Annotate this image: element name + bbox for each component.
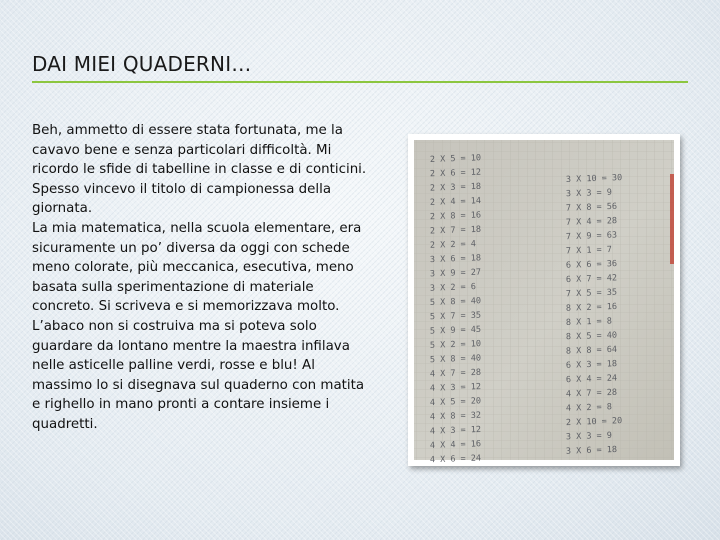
- body-line: Beh, ammetto di essere stata fortunata, me la: [32, 123, 343, 138]
- notebook-page-image: [408, 134, 680, 466]
- title-underline: [32, 81, 688, 83]
- red-margin-strip: [670, 174, 674, 264]
- notebook-line: 6 X 3 = 18: [565, 359, 618, 371]
- slide-title: DAI MIEI QUADERNI…: [32, 52, 252, 76]
- body-line: concreto. Si scriveva e si memorizzava molto.: [32, 299, 340, 315]
- body-line: quadretti.: [32, 416, 98, 432]
- body-line: e righello in mano pronti a contare insieme i: [32, 397, 330, 413]
- notebook-line: 4 X 7 = 28: [429, 367, 482, 380]
- notebook-line: 8 X 8 = 64: [565, 344, 618, 357]
- notebook-line: 2 X 10 = 20: [565, 416, 623, 429]
- body-line: Spesso vincevo il titolo di campionessa della: [32, 181, 332, 197]
- notebook-line: 5 X 2 = 10: [429, 339, 482, 351]
- notebook-line: 6 X 6 = 36: [565, 259, 618, 271]
- body-line: guardare da lontano mentre la maestra infilava: [32, 338, 350, 354]
- notebook-line: 7 X 5 = 35: [565, 287, 618, 300]
- notebook-line: 4 X 3 = 12: [429, 424, 482, 437]
- notebook-photo: [408, 134, 680, 466]
- notebook-line: 5 X 8 = 40: [429, 353, 482, 366]
- notebook-line: 4 X 6 = 24: [429, 453, 482, 466]
- body-line: L’abaco non si costruiva ma si poteva solo: [32, 318, 317, 334]
- notebook-line: 7 X 4 = 28: [565, 216, 618, 228]
- notebook-line: 5 X 9 = 45: [429, 324, 482, 337]
- body-line: massimo lo si disegnava sul quaderno con matita: [32, 377, 365, 393]
- notebook-line: 4 X 4 = 16: [429, 439, 482, 451]
- notebook-line: 3 X 6 = 18: [565, 444, 618, 457]
- notebook-line: 7 X 9 = 63: [565, 230, 618, 243]
- notebook-line: 4 X 3 = 12: [429, 382, 482, 394]
- notebook-line: 3 X 9 = 27: [429, 267, 482, 280]
- notebook-line: 3 X 2 = 6: [429, 282, 477, 294]
- notebook-line: 7 X 8 = 56: [565, 201, 618, 214]
- notebook-line: 6 X 7 = 42: [565, 273, 618, 286]
- notebook-line: 8 X 5 = 40: [565, 330, 618, 343]
- notebook-line: 7 X 1 = 7: [565, 244, 613, 257]
- notebook-line: 5 X 8 = 40: [429, 296, 482, 308]
- notebook-line: 4 X 8 = 32: [429, 410, 482, 423]
- notebook-line: 8 X 2 = 16: [565, 301, 618, 314]
- notebook-line: 2 X 7 = 18: [429, 224, 482, 237]
- notebook-line: 4 X 2 = 8: [565, 402, 613, 414]
- slide-body-text: [32, 121, 402, 435]
- notebook-line: 3 X 3 = 9: [565, 187, 613, 200]
- body-line: sicuramente un po’ diversa da oggi con schede: [32, 240, 350, 256]
- body-line: giornata.: [32, 201, 93, 217]
- notebook-line: 2 X 3 = 18: [429, 181, 482, 194]
- notebook-line: 4 X 7 = 28: [565, 387, 618, 400]
- body-line: basata sulla sperimentazione di materiale: [32, 279, 314, 295]
- notebook-line: 3 X 10 = 30: [565, 173, 623, 185]
- notebook-line: 4 X 5 = 20: [429, 396, 482, 409]
- notebook-line: 2 X 6 = 12: [429, 167, 482, 180]
- body-line: La mia matematica, nella scuola elementare, era: [32, 220, 362, 236]
- notebook-line: 3 X 6 = 18: [429, 253, 482, 266]
- body-line: ricordo le sfide di tabelline in classe e di conticini.: [32, 162, 367, 178]
- notebook-line: 3 X 3 = 9: [565, 430, 613, 443]
- body-line: cavavo bene e senza particolari difficoltà. Mi: [32, 142, 332, 158]
- notebook-line: 8 X 1 = 8: [565, 316, 613, 328]
- body-line: meno colorate, più meccanica, esecutiva, meno: [32, 260, 354, 276]
- body-line: nelle asticelle palline verdi, rosse e blu! Al: [32, 358, 315, 374]
- notebook-line: 2 X 4 = 14: [429, 196, 482, 208]
- notebook-line: 5 X 7 = 35: [429, 310, 482, 323]
- notebook-line: 2 X 2 = 4: [429, 239, 477, 251]
- notebook-line: 2 X 8 = 16: [429, 210, 482, 223]
- notebook-line: 2 X 5 = 10: [429, 153, 482, 165]
- notebook-line: 6 X 4 = 24: [565, 373, 618, 386]
